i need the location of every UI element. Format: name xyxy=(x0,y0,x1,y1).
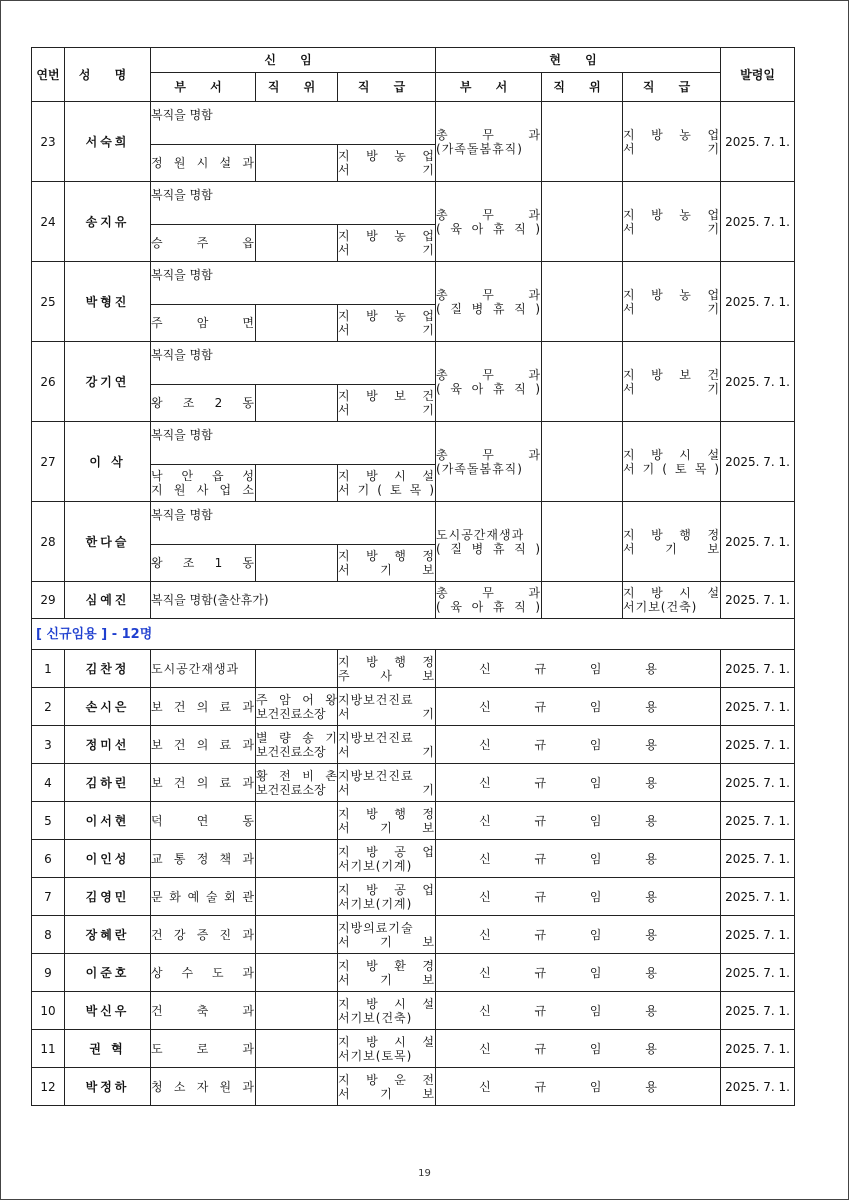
text-line: 도시공간재생과 xyxy=(151,661,240,676)
new-hire-status: 신 규 임 용 xyxy=(436,726,721,764)
person-name: 김영민 xyxy=(65,878,151,916)
issue-date: 2025. 7. 1. xyxy=(721,182,795,262)
issue-date: 2025. 7. 1. xyxy=(721,1030,795,1068)
current-grade xyxy=(623,502,721,582)
text-line: 지 방 시 설 xyxy=(338,469,436,483)
current-grade xyxy=(623,422,721,502)
text-line: 서 기 보 xyxy=(623,541,721,556)
text-line: 승 주 읍 xyxy=(151,236,255,250)
text-line: 서 기 보 xyxy=(338,1086,436,1101)
new-dept xyxy=(151,465,256,502)
text-line: 서 기 보 xyxy=(338,972,436,987)
row-number: 8 xyxy=(32,916,65,954)
text-line: 지 방 농 업 xyxy=(623,127,721,142)
new-grade xyxy=(338,145,436,182)
current-position xyxy=(542,502,623,582)
current-grade xyxy=(623,102,721,182)
new-position xyxy=(256,145,338,182)
person-name: 장혜란 xyxy=(65,916,151,954)
reinstatement-note: 복직을 명함(출산휴가) xyxy=(151,582,436,619)
text-line: 보건진료소장 xyxy=(256,744,326,759)
current-position xyxy=(542,102,623,182)
header-new-position: 직 위 xyxy=(256,73,338,102)
issue-date: 2025. 7. 1. xyxy=(721,726,795,764)
text-line: 지방보건진료 xyxy=(338,768,414,783)
new-hire-status: 신 규 임 용 xyxy=(436,916,721,954)
text-line: 상 수 도 과 xyxy=(151,965,255,980)
table-row xyxy=(32,916,795,954)
issue-date: 2025. 7. 1. xyxy=(721,102,795,182)
table-row xyxy=(32,764,795,802)
table-row xyxy=(32,1030,795,1068)
issue-date: 2025. 7. 1. xyxy=(721,916,795,954)
reinstatement-note: 복직을 명함 xyxy=(151,182,436,225)
text-line: 서 기 xyxy=(338,744,436,759)
new-position xyxy=(256,1030,338,1068)
new-hire-status: 신 규 임 용 xyxy=(436,688,721,726)
text-line: 서 기 xyxy=(623,221,721,236)
new-grade xyxy=(338,802,436,840)
row-number: 29 xyxy=(32,582,65,619)
text-line: 서기보(기계) xyxy=(338,896,413,911)
text-line: 청 소 자 원 과 xyxy=(151,1079,255,1094)
text-line: 건 축 과 xyxy=(151,1003,255,1018)
section-cell xyxy=(32,619,795,650)
text-line: 지 방 공 업 xyxy=(338,844,436,859)
table-row xyxy=(32,1068,795,1106)
text-line: 서 기 ( 토 목 ) xyxy=(338,483,436,497)
row-number: 5 xyxy=(32,802,65,840)
new-hire-status: 신 규 임 용 xyxy=(436,1030,721,1068)
text-line: 황 전 비 촌 xyxy=(256,768,337,783)
row-number: 10 xyxy=(32,992,65,1030)
text-line: 서 기 xyxy=(338,782,436,797)
header-cur-position: 직 위 xyxy=(542,73,623,102)
header-name: 성 명 xyxy=(65,48,151,102)
row-number: 26 xyxy=(32,342,65,422)
issue-date: 2025. 7. 1. xyxy=(721,650,795,688)
text-line: 정 원 시 설 과 xyxy=(151,156,255,170)
person-name: 손시은 xyxy=(65,688,151,726)
text-line: 총 무 과 xyxy=(436,207,542,222)
text-line: 지방보건진료 xyxy=(338,692,414,707)
header-new-grade: 직 급 xyxy=(338,73,436,102)
person-name: 강기연 xyxy=(65,342,151,422)
new-hire-status: 신 규 임 용 xyxy=(436,764,721,802)
table-row xyxy=(32,992,795,1030)
text-line: 별 량 송 기 xyxy=(256,730,337,745)
current-dept xyxy=(436,102,542,182)
text-line: 지 방 환 경 xyxy=(338,958,436,973)
text-line: 보 건 의 료 과 xyxy=(151,737,255,752)
current-position xyxy=(542,582,623,619)
new-dept xyxy=(151,1068,256,1106)
new-grade xyxy=(338,954,436,992)
new-grade xyxy=(338,878,436,916)
new-grade xyxy=(338,545,436,582)
header-cur-grade: 직 급 xyxy=(623,73,721,102)
reinstatement-note: 복직을 명함 xyxy=(151,342,436,385)
current-grade xyxy=(623,582,721,619)
issue-date: 2025. 7. 1. xyxy=(721,582,795,619)
new-dept xyxy=(151,225,256,262)
person-name: 김찬정 xyxy=(65,650,151,688)
issue-date: 2025. 7. 1. xyxy=(721,764,795,802)
row-number: 11 xyxy=(32,1030,65,1068)
text-line: 지 방 행 정 xyxy=(338,549,436,563)
text-line: 서 기 xyxy=(338,163,436,177)
header-current-post: 현 임 xyxy=(436,48,721,73)
text-line: 지 방 농 업 xyxy=(338,149,436,163)
text-line: 서 기 xyxy=(338,706,436,721)
new-position xyxy=(256,802,338,840)
text-line: 총 무 과 xyxy=(436,367,542,382)
new-grade xyxy=(338,305,436,342)
new-grade xyxy=(338,385,436,422)
text-line: 보건진료소장 xyxy=(256,706,326,721)
text-line: 왕 조 2 동 xyxy=(151,396,255,410)
text-line: ( 육 아 휴 직 ) xyxy=(436,600,542,614)
text-line: 서 기 xyxy=(338,243,436,257)
text-line: 총 무 과 xyxy=(436,586,542,600)
new-dept xyxy=(151,840,256,878)
text-line: 서 기 xyxy=(623,301,721,316)
text-line: 지 방 시 설 xyxy=(623,447,721,462)
issue-date: 2025. 7. 1. xyxy=(721,688,795,726)
text-line: 왕 조 1 동 xyxy=(151,556,255,570)
new-dept xyxy=(151,145,256,182)
text-line: 서 기 xyxy=(623,381,721,396)
text-line: 서 기 보 xyxy=(338,934,436,949)
table-row xyxy=(32,502,795,545)
issue-date: 2025. 7. 1. xyxy=(721,802,795,840)
person-name: 이인성 xyxy=(65,840,151,878)
new-dept xyxy=(151,878,256,916)
new-hire-status: 신 규 임 용 xyxy=(436,992,721,1030)
text-line: 주 암 면 xyxy=(151,316,255,330)
text-line: ( 질 병 휴 직 ) xyxy=(436,541,542,556)
new-dept xyxy=(151,688,256,726)
text-line: 보 건 의 료 과 xyxy=(151,699,255,714)
row-number: 3 xyxy=(32,726,65,764)
new-hire-status: 신 규 임 용 xyxy=(436,650,721,688)
row-number: 9 xyxy=(32,954,65,992)
person-name: 박형진 xyxy=(65,262,151,342)
new-hire-status: 신 규 임 용 xyxy=(436,802,721,840)
current-position xyxy=(542,262,623,342)
new-grade xyxy=(338,225,436,262)
text-line: 건 강 증 진 과 xyxy=(151,927,255,942)
text-line: 교 통 정 책 과 xyxy=(151,851,255,866)
text-line: (가족돌봄휴직) xyxy=(436,461,523,476)
new-position xyxy=(256,916,338,954)
new-position xyxy=(256,545,338,582)
table-row xyxy=(32,840,795,878)
text-line: 지 방 농 업 xyxy=(623,207,721,222)
new-position xyxy=(256,726,338,764)
new-grade xyxy=(338,1030,436,1068)
new-grade xyxy=(338,1068,436,1106)
issue-date: 2025. 7. 1. xyxy=(721,1068,795,1106)
current-position xyxy=(542,422,623,502)
new-dept xyxy=(151,385,256,422)
table-row xyxy=(32,802,795,840)
new-position xyxy=(256,954,338,992)
header-no: 연번 xyxy=(32,48,65,102)
new-dept xyxy=(151,650,256,688)
person-name: 권 혁 xyxy=(65,1030,151,1068)
table-row xyxy=(32,102,795,145)
person-name: 이서현 xyxy=(65,802,151,840)
text-line: 총 무 과 xyxy=(436,127,542,142)
header-date: 발령일 xyxy=(721,48,795,102)
current-dept xyxy=(436,182,542,262)
text-line: 지 방 시 설 xyxy=(338,1034,436,1049)
current-dept xyxy=(436,582,542,619)
reinstatement-note: 복직을 명함 xyxy=(151,422,436,465)
table-row xyxy=(32,650,795,688)
text-line: (가족돌봄휴직) xyxy=(436,141,523,156)
text-line: 서 기 xyxy=(338,403,436,417)
person-name: 송지유 xyxy=(65,182,151,262)
current-grade xyxy=(623,182,721,262)
new-dept xyxy=(151,916,256,954)
section-row xyxy=(32,619,795,650)
table-row xyxy=(32,262,795,305)
text-line: 덕 연 동 xyxy=(151,813,255,828)
current-grade xyxy=(623,342,721,422)
person-name: 박정하 xyxy=(65,1068,151,1106)
person-name: 이준호 xyxy=(65,954,151,992)
text-line: 지 방 운 전 xyxy=(338,1072,436,1087)
reinstatement-note: 복직을 명함 xyxy=(151,262,436,305)
person-name: 정미선 xyxy=(65,726,151,764)
new-position xyxy=(256,305,338,342)
current-dept xyxy=(436,422,542,502)
row-number: 7 xyxy=(32,878,65,916)
text-line: 지 방 공 업 xyxy=(338,882,436,897)
issue-date: 2025. 7. 1. xyxy=(721,262,795,342)
text-line: 서 기 보 xyxy=(338,563,436,577)
text-line: 지 방 보 건 xyxy=(338,389,436,403)
text-line: 지 방 행 정 xyxy=(623,527,721,542)
text-line: 지 원 사 업 소 xyxy=(151,483,255,497)
text-line: 지 방 시 설 xyxy=(338,996,436,1011)
table-row xyxy=(32,182,795,225)
new-dept xyxy=(151,726,256,764)
text-line: 지방보건진료 xyxy=(338,730,414,745)
new-grade xyxy=(338,992,436,1030)
text-line: 서기보(건축) xyxy=(338,1010,413,1025)
new-hire-status: 신 규 임 용 xyxy=(436,1068,721,1106)
person-name: 서숙희 xyxy=(65,102,151,182)
text-line: 지방의료기술 xyxy=(338,920,414,935)
text-line: 지 방 보 건 xyxy=(623,367,721,382)
personnel-table xyxy=(31,47,795,1106)
row-number: 28 xyxy=(32,502,65,582)
row-number: 23 xyxy=(32,102,65,182)
text-line: 지 방 시 설 xyxy=(623,586,721,600)
text-line: 주 암 어 왕 xyxy=(256,692,337,707)
reinstatement-note: 복직을 명함 xyxy=(151,102,436,145)
text-line: 총 무 과 xyxy=(436,287,542,302)
new-grade xyxy=(338,916,436,954)
text-line: 도시공간재생과 xyxy=(436,527,525,542)
table-row xyxy=(32,342,795,385)
new-dept xyxy=(151,545,256,582)
header-new-post: 신 임 xyxy=(151,48,436,73)
row-number: 24 xyxy=(32,182,65,262)
text-line: 보 건 의 료 과 xyxy=(151,775,255,790)
text-line: 서 기 보 xyxy=(338,820,436,835)
text-line: 보건진료소장 xyxy=(256,782,326,797)
reinstatement-note: 복직을 명함 xyxy=(151,502,436,545)
new-hire-status: 신 규 임 용 xyxy=(436,840,721,878)
text-line: ( 육 아 휴 직 ) xyxy=(436,381,542,396)
current-dept xyxy=(436,342,542,422)
text-line: ( 질 병 휴 직 ) xyxy=(436,301,542,316)
new-position xyxy=(256,764,338,802)
text-line: 도 로 과 xyxy=(151,1041,255,1056)
person-name: 한다슬 xyxy=(65,502,151,582)
table-row xyxy=(32,954,795,992)
new-position xyxy=(256,688,338,726)
new-dept xyxy=(151,764,256,802)
new-grade xyxy=(338,688,436,726)
text-line: 총 무 과 xyxy=(436,447,542,462)
section-title: [ 신규임용 ] - 12명 xyxy=(36,626,153,642)
text-line: 지 방 행 정 xyxy=(338,654,436,669)
text-line: 문 화 예 술 회 관 xyxy=(151,889,255,904)
new-position xyxy=(256,992,338,1030)
table-row xyxy=(32,878,795,916)
text-line: 서 기 ( 토 목 ) xyxy=(623,461,721,476)
new-dept xyxy=(151,1030,256,1068)
text-line: 지 방 농 업 xyxy=(623,287,721,302)
table-row xyxy=(32,688,795,726)
table-row xyxy=(32,582,795,619)
header-new-dept: 부 서 xyxy=(151,73,256,102)
issue-date: 2025. 7. 1. xyxy=(721,954,795,992)
new-position xyxy=(256,878,338,916)
table-row xyxy=(32,726,795,764)
issue-date: 2025. 7. 1. xyxy=(721,840,795,878)
header-cur-dept: 부 서 xyxy=(436,73,542,102)
current-grade xyxy=(623,262,721,342)
text-line: 서기보(기계) xyxy=(338,858,413,873)
new-position xyxy=(256,225,338,262)
issue-date: 2025. 7. 1. xyxy=(721,342,795,422)
row-number: 2 xyxy=(32,688,65,726)
current-dept xyxy=(436,502,542,582)
row-number: 1 xyxy=(32,650,65,688)
current-dept xyxy=(436,262,542,342)
person-name: 심예진 xyxy=(65,582,151,619)
text-line: 지 방 농 업 xyxy=(338,309,436,323)
text-line: 서기보(건축) xyxy=(623,600,698,614)
new-grade xyxy=(338,465,436,502)
text-line: 서 기 xyxy=(623,141,721,156)
issue-date: 2025. 7. 1. xyxy=(721,992,795,1030)
current-position xyxy=(542,342,623,422)
text-line: 주 사 보 xyxy=(338,668,436,683)
row-number: 4 xyxy=(32,764,65,802)
new-grade xyxy=(338,764,436,802)
new-grade xyxy=(338,726,436,764)
issue-date: 2025. 7. 1. xyxy=(721,502,795,582)
current-position xyxy=(542,182,623,262)
new-position xyxy=(256,385,338,422)
new-dept xyxy=(151,992,256,1030)
row-number: 12 xyxy=(32,1068,65,1106)
new-dept xyxy=(151,954,256,992)
row-number: 6 xyxy=(32,840,65,878)
text-line: ( 육 아 휴 직 ) xyxy=(436,221,542,236)
person-name: 김하린 xyxy=(65,764,151,802)
text-line: 서기보(토목) xyxy=(338,1048,413,1063)
page-number: 19 xyxy=(418,1168,431,1179)
person-name: 박신우 xyxy=(65,992,151,1030)
table-row xyxy=(32,422,795,465)
person-name: 이 삭 xyxy=(65,422,151,502)
text-line: 서 기 xyxy=(338,323,436,337)
row-number: 27 xyxy=(32,422,65,502)
new-grade xyxy=(338,840,436,878)
new-position xyxy=(256,650,338,688)
new-position xyxy=(256,465,338,502)
issue-date: 2025. 7. 1. xyxy=(721,878,795,916)
new-dept xyxy=(151,305,256,342)
new-hire-status: 신 규 임 용 xyxy=(436,954,721,992)
new-dept xyxy=(151,802,256,840)
text-line: 지 방 농 업 xyxy=(338,229,436,243)
new-position xyxy=(256,1068,338,1106)
new-grade xyxy=(338,650,436,688)
issue-date: 2025. 7. 1. xyxy=(721,422,795,502)
new-position xyxy=(256,840,338,878)
row-number: 25 xyxy=(32,262,65,342)
new-hire-status: 신 규 임 용 xyxy=(436,878,721,916)
text-line: 낙 안 읍 성 xyxy=(151,469,255,483)
text-line: 지 방 행 정 xyxy=(338,806,436,821)
